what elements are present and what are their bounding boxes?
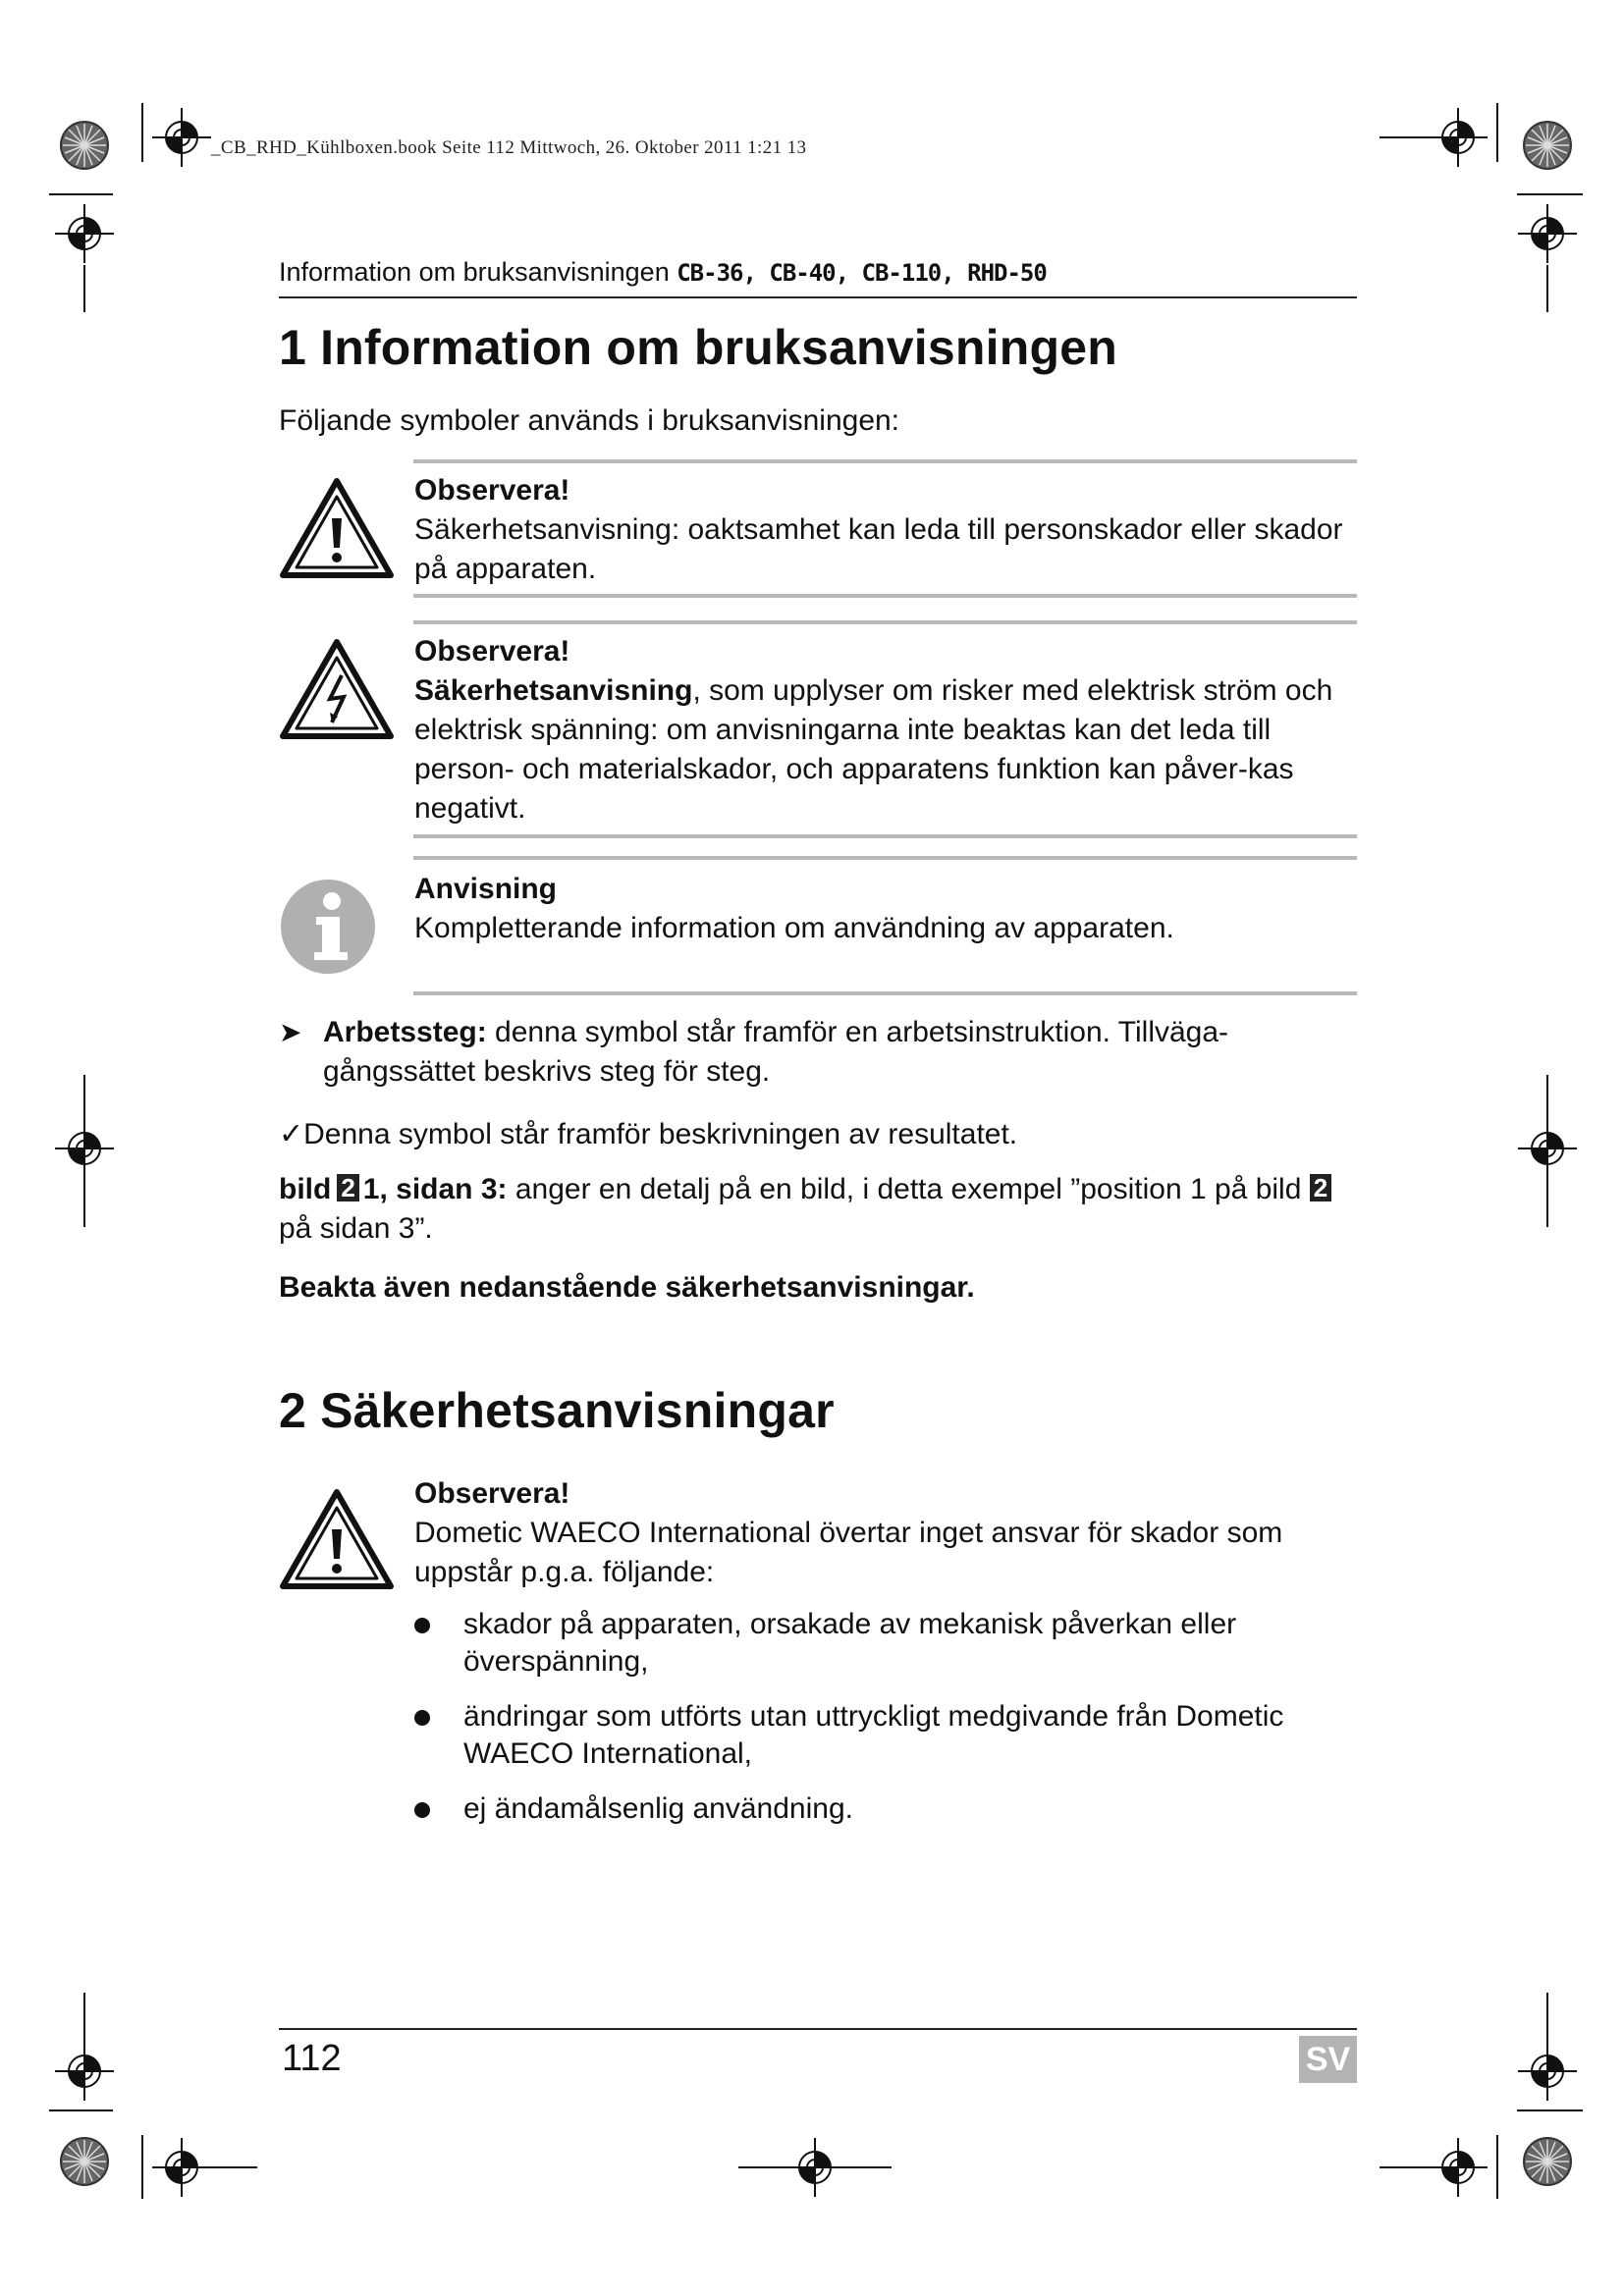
note-body	[414, 1474, 1357, 1592]
running-header	[279, 257, 1047, 288]
electric-warning-icon	[279, 638, 395, 740]
language-badge: SV	[1299, 2036, 1357, 2083]
note-title: Observera!	[414, 635, 570, 667]
note-title: Anvisning	[414, 873, 558, 905]
note-text: Säkerhetsanvisning: oaktsamhet kan leda till personskador eller skador på apparaten.	[414, 513, 1343, 585]
note-title: Observera!	[414, 474, 570, 507]
checkmark-icon: ✓	[279, 1118, 304, 1150]
note-top-rule	[413, 856, 1357, 860]
note-text: Dometic WAECO International övertar inget ansvar för skador som uppstår p.g.a. följande:	[414, 1517, 1283, 1588]
list-item-text: ej ändamålsenlig användning.	[463, 1792, 853, 1825]
note-bottom-rule	[413, 834, 1357, 838]
figure-number-box: 2	[1310, 1174, 1331, 1201]
section-1-heading: 1 Information om bruksanvisningen	[279, 320, 1117, 375]
figure-ref-label-end: 1, sidan 3:	[362, 1173, 508, 1205]
step-arrow-icon: ➤	[279, 1017, 302, 1047]
note-text: Kompletterande information om användning av apparaten.	[414, 912, 1174, 944]
note-text: , som upplyser om risker med elektrisk ström och elektrisk spänning: om anvisningarna inte beaktas kan det leda till person- och materialskador, och apparatens funktion kan påver-kas negativt.	[414, 674, 1333, 825]
bullet-icon	[414, 1710, 430, 1726]
note-warning-general	[279, 459, 1357, 607]
figure-ref-label-start: bild	[279, 1173, 332, 1205]
warning-icon	[279, 477, 395, 579]
result-paragraph	[279, 1115, 1359, 1154]
step-text: denna symbol står framför en arbetsinstruktion. Tillväga-gångssättet beskrivs steg för steg.	[323, 1016, 1229, 1088]
figure-ref-text-end: på sidan 3”.	[279, 1212, 433, 1245]
list-item	[414, 1698, 1377, 1773]
step-paragraph	[279, 1013, 1359, 1092]
info-icon	[279, 878, 377, 976]
liability-list	[414, 1606, 1377, 1845]
note-info	[279, 856, 1357, 1003]
print-info-line: _CB_RHD_Kühlboxen.book Seite 112 Mittwoch, 26. Oktober 2011 1:21 13	[211, 137, 807, 158]
figure-number-box: 2	[337, 1174, 358, 1201]
section-2-heading: 2 Säkerhetsanvisningar	[279, 1383, 835, 1438]
note-top-rule	[413, 620, 1357, 624]
running-header-title: Information om bruksanvisningen	[279, 257, 670, 287]
page-number: 112	[282, 2038, 342, 2079]
list-item-text: ändringar som utförts utan uttryckligt medgivande från Dometic WAECO International,	[463, 1700, 1284, 1770]
note-top-rule	[413, 459, 1357, 463]
note-body	[414, 632, 1357, 828]
result-text: Denna symbol står framför beskrivningen av resultatet.	[303, 1118, 1018, 1150]
note-warning-electric	[279, 620, 1357, 846]
step-label: Arbetssteg:	[323, 1016, 487, 1048]
figure-ref-text: anger en detalj på en bild, i detta exempel ”position 1 på bild	[507, 1173, 1310, 1205]
note-warning-liability	[279, 1474, 1357, 1602]
footer-rule	[279, 2028, 1357, 2030]
note-bottom-rule	[413, 594, 1357, 598]
section-1-intro: Följande symboler används i bruksanvisningen:	[279, 404, 900, 437]
list-item	[414, 1606, 1377, 1681]
bullet-icon	[414, 1802, 430, 1818]
note-body	[414, 870, 1357, 948]
note-text-bold: Säkerhetsanvisning	[414, 674, 693, 707]
note-title: Observera!	[414, 1477, 570, 1510]
note-body	[414, 471, 1357, 589]
warning-icon	[279, 1488, 395, 1590]
safety-reminder: Beakta även nedanstående säkerhetsanvisningar.	[279, 1271, 975, 1304]
bullet-icon	[414, 1618, 430, 1633]
running-header-models: CB-36, CB-40, CB-110, RHD-50	[677, 259, 1047, 287]
list-item-text: skador på apparaten, orsakade av mekanisk påverkan eller överspänning,	[463, 1608, 1237, 1678]
header-rule	[279, 296, 1357, 298]
list-item	[414, 1790, 1377, 1828]
note-bottom-rule	[413, 991, 1357, 995]
figure-reference-paragraph	[279, 1170, 1359, 1249]
